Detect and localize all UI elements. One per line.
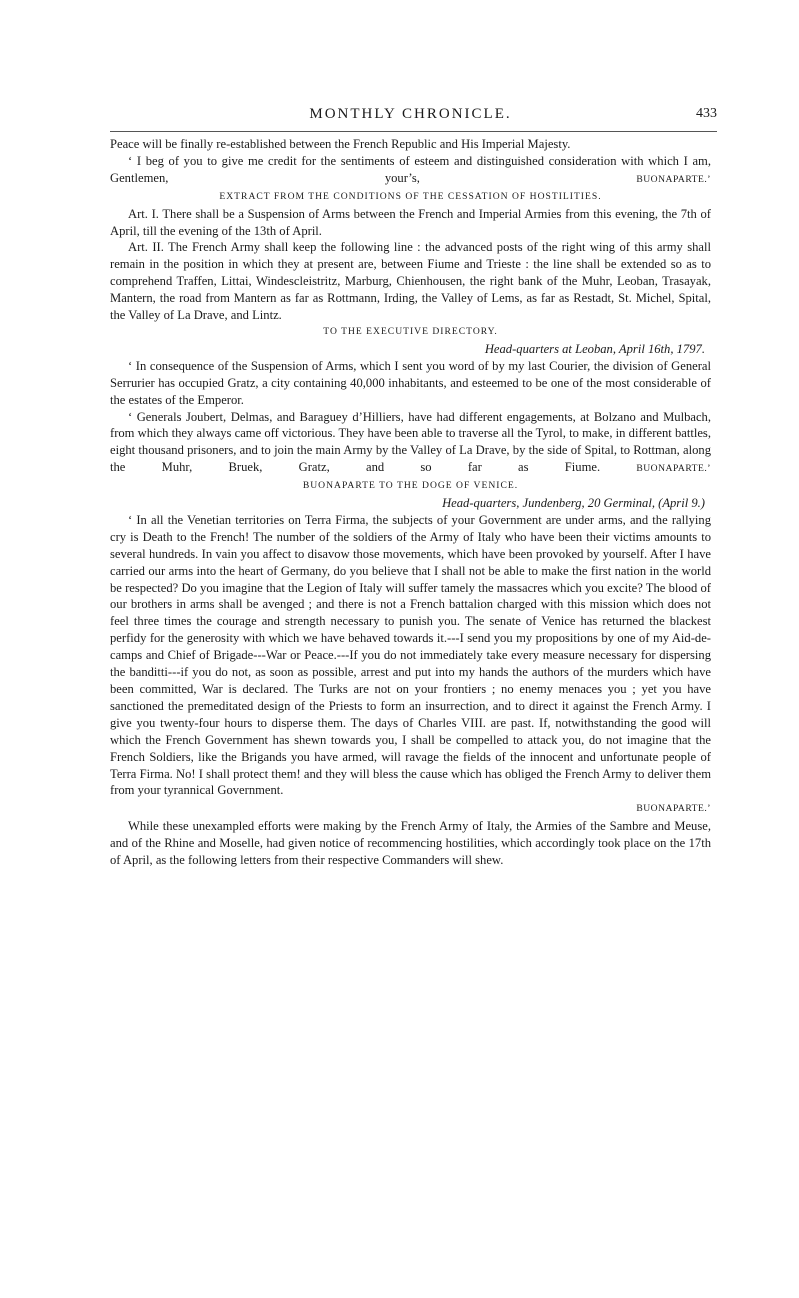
paragraph-article-1: Art. I. There shall be a Suspension of Arms between the French and Imperial Armies from this evening, the 7th of April, till the evening of the 13th of April.: [110, 206, 711, 238]
paragraph-text: ‘ I beg of you to give me credit for the sentiments of esteem and distinguished consideration with which I am, Gentlemen, your’s,: [110, 153, 711, 185]
paragraph-unexampled-efforts: While these unexampled efforts were making by the French Army of Italy, the Armies of the Sambre and Meuse, and of the Rhine and Moselle, had given notice of recommencing hostilities, which accordingly took place on the 17th of April, as the following letters from their respective Commanders will shew.: [110, 819, 711, 868]
signature: BUONAPARTE.’: [636, 463, 711, 475]
paragraph-text: ‘ Generals Joubert, Delmas, and Baraguey d’Hilliers, have had different engagements, at Bolzano and Mulbach, from which they always came off victorious. They have been able to traverse all the Tyrol, to make, in different battles, eight thousand prisoners, and to join the main Army by the Valley of La Drave, by the side of Spital, to Rottman, along the Muhr, Bruek, Gratz, and so far as Fiume.: [110, 409, 711, 475]
running-head: [110, 92, 717, 136]
signature-line: [110, 799, 711, 818]
dateline-jundenberg: Head-quarters, Jundenberg, 20 Germinal, (April 9.): [442, 496, 705, 511]
dateline-leoban: Head-quarters at Leoban, April 16th, 1797.: [484, 341, 705, 356]
paragraph-generals: [110, 409, 711, 479]
signature: BUONAPARTE.’: [636, 803, 711, 815]
header-rule: [110, 131, 717, 132]
paragraph-venetian-territories: ‘ In all the Venetian territories on Terra Firma, the subjects of your Government are under arms, and the rallying cry is Death to the French! The number of the soldiers of the Army of Italy who have been their victims amounts to several hundreds. In vain you affect to disavow those movements, which have been provoked by yourself. After I have carried our arms into the heart of Germany, do you believe that I shall not be able to make the first nation in the world be respected? Do you imagine that the Legion of Italy will suffer tamely the massacres which you excite? The blood of our brothers in arms shall be avenged ; and there is not a French battalion charged with this mission which does not feel three times the courage and strength necessary to punish you. The senate of Venice has returned the blackest perfidy for the generosity with which we have behaved towards it.---I send you my propositions by one of my Aid-de-camps and Chief of Brigade---War or Peace.---If you do not immediately take every measure necessary for dispersing the banditti---if you do not, as soon as possible, arrest and put into my hands the authors of the murders which have been committed, War is declared. The Turks are not on your frontiers ; no enemy menaces you ; yet you have sanctioned the premeditated design of the Priests to form an insurrection, and to direct it against the French Army. I give you twenty-four hours to disperse them. The days of Charles VIII. are past. If, notwithstanding the good will which the French Government has shewn towards you, I shall be compelled to attack you, do not imagine that the French Soldiers, like the Brigands you have armed, will ravage the fields of the innocent and unfortunate people of Terra Firma. No! I shall protect them! and they will bless the cause which has obliged the French Army to deliver them from your tyrannical Government.: [110, 512, 711, 798]
heading-executive-directory: TO THE EXECUTIVE DIRECTORY.: [323, 325, 498, 337]
heading-conditions: EXTRACT FROM THE CONDITIONS OF THE CESSATION OF HOSTILITIES.: [219, 190, 602, 202]
page: [0, 92, 799, 1298]
page-number: 433: [696, 106, 717, 121]
paragraph-article-2: Art. II. The French Army shall keep the following line : the advanced posts of the right wing of this army shall remain in the position in which they at present are, between Fiume and Trieste : the line shall be extended so as to comprehend Traffen, Littai, Windescleistritz, Marburg, Chienhousen, the right bank of the Muhr, Leoban, Trasayak, Mantern, the road from Mantern as far as Rottmann, Irding, the Valley of Lems, as far as Restadt, St. Michel, Spital, the Valley of La Drave, and Lintz.: [110, 240, 711, 323]
paragraph-closing-esteem: [110, 153, 711, 189]
running-title: MONTHLY CHRONICLE.: [309, 106, 512, 122]
paragraph-peace: Peace will be finally re-established between the French Republic and His Imperial Majesty.: [110, 137, 571, 151]
page-body: [110, 136, 711, 869]
paragraph-suspension: ‘ In consequence of the Suspension of Arms, which I sent you word of by my last Courier, the division of General Serrurier has occupied Gratz, a city containing 40,000 inhabitants, and esteemed to be one of the most considerable of the estates of the Emperor.: [110, 358, 711, 407]
heading-doge-of-venice: BUONAPARTE TO THE DOGE OF VENICE.: [302, 480, 519, 492]
signature: BUONAPARTE.’: [636, 173, 711, 185]
